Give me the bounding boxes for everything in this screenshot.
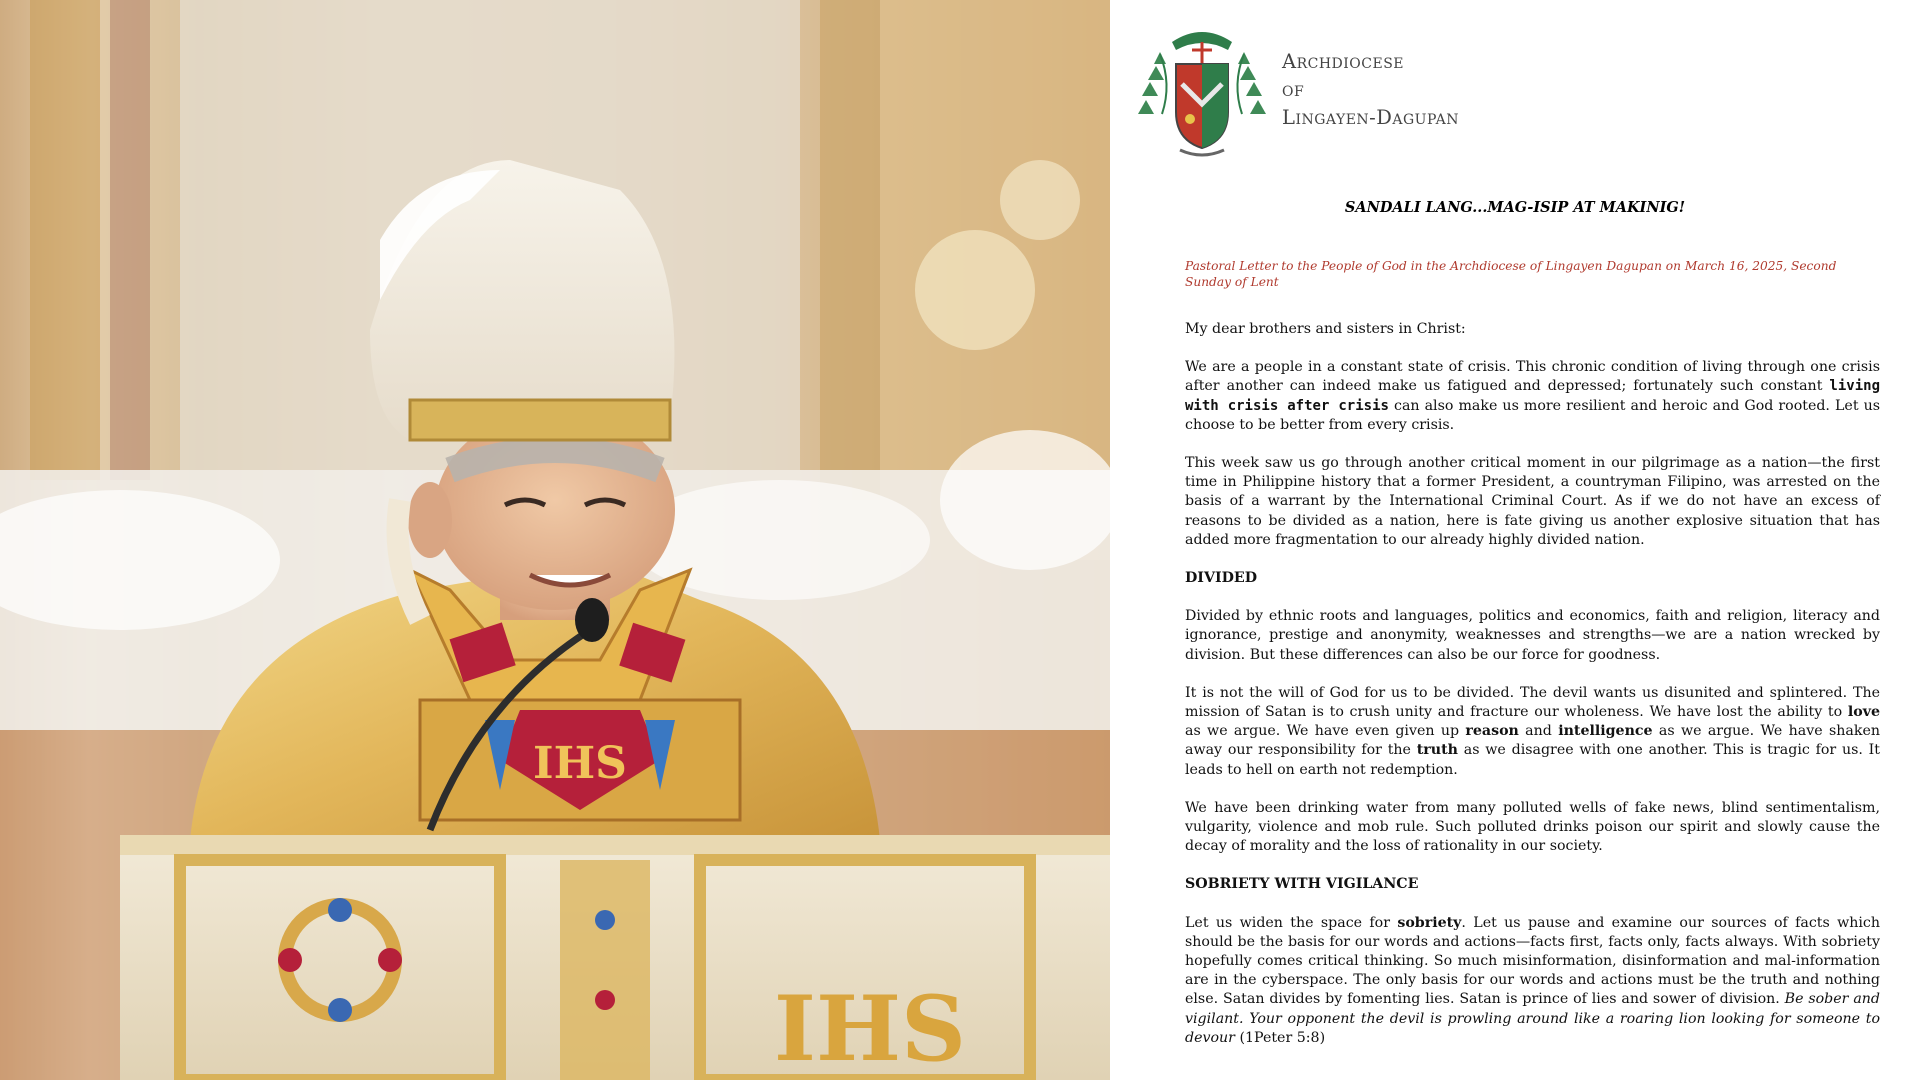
- scripture-reference: (1Peter 5:8): [1234, 1029, 1326, 1046]
- paragraph-6-text-a: Let us widen the space for: [1185, 914, 1398, 931]
- svg-text:IHS: IHS: [773, 976, 967, 1080]
- emphasis-love: love: [1847, 704, 1880, 721]
- paragraph-4-text-i: as we disagree with one another. This is tragic for us. It leads to hell on earth not redemption.: [1185, 742, 1880, 778]
- emphasis-reason: reason: [1465, 723, 1519, 740]
- archdiocese-name: [1282, 48, 1459, 132]
- paragraph-3: Divided by ethnic roots and languages, politics and economics, faith and religion, literacy and ignorance, prestige and anonymity, weaknesses and strengths—we are a nation wrecked by division. But these differences can also be our force for goodness.: [1185, 608, 1880, 663]
- paragraph-1-text-end: can also make us more resilient and heroic and God rooted. Let us choose to be better from every crisis.: [1185, 397, 1880, 433]
- paragraph-4-text-a: It is not the will of God for us to be divided. The devil wants us disunited and splintered. The mission of Satan is to crush unity and fracture our wholeness. We have lost the ability to: [1185, 684, 1880, 721]
- heading-divided: DIVIDED: [1185, 570, 1258, 587]
- letter-title: SANDALI LANG...MAG-ISIP AT MAKINIG!: [1344, 199, 1686, 216]
- paragraph-2: This week saw us go through another critical moment in our pilgrimage as a nation—the first time in Philippine history that a former President, a countryman Filipino, was arrested on the basis of a warrant by the International Criminal Court. As if we do not have an excess of reasons to be divided as a nation, here is fate giving us another explosive situation that has added more fragmentation to our already highly divided nation.: [1185, 455, 1880, 548]
- emphasis-crisis: living with crisis after crisis: [1185, 378, 1880, 414]
- paragraph-1-text: We are a people in a constant state of crisis. This chronic condition of living through one crisis after another can indeed make us fatigued and depressed; fortunately such constant: [1185, 359, 1880, 395]
- emphasis-intelligence: intelligence: [1558, 723, 1653, 740]
- coat-of-arms-icon: [1132, 24, 1272, 164]
- paragraph-4-text-c: as we argue. We have even given up: [1185, 723, 1466, 740]
- emphasis-truth: truth: [1416, 742, 1458, 759]
- letter-subtitle: Pastoral Letter to the People of God in the Archdiocese of Lingayen Dagupan on March 16, 2025, Second Sunday of Lent: [1185, 259, 1837, 289]
- archdiocese-name-line3: Lingayen-Dagupan: [1282, 106, 1459, 129]
- paragraph-6-text-c: . Let us pause and examine our sources of facts which should be the basis for our words and actions—facts first, facts only, facts always. With sobriety hopefully comes critical thinking. So much misinformation, disinformation and mal-information are in the cyberspace. The only basis for our words and actions must be the truth and nothing else. Satan divides by fomenting lies. Satan is prince of lies and sower of division.: [1185, 914, 1881, 1008]
- pastoral-letter: [1110, 0, 1920, 1080]
- paragraph-5: We have been drinking water from many polluted wells of fake news, blind sentimentalism, vulgarity, violence and mob rule. Such polluted drinks poison our spirit and slowly cause the decay of morality and the loss of rationality in our society.: [1185, 799, 1880, 855]
- paragraph-1: [1185, 358, 1880, 435]
- paragraph-4-text-e: and: [1518, 723, 1559, 740]
- paragraph-6: [1185, 914, 1880, 1048]
- archdiocese-name-line2: of: [1282, 78, 1305, 101]
- archdiocese-name-line1: Archdiocese: [1282, 50, 1405, 73]
- salutation: My dear brothers and sisters in Christ:: [1185, 321, 1466, 337]
- svg-text:IHS: IHS: [533, 738, 627, 789]
- emphasis-sobriety: sobriety: [1397, 914, 1462, 931]
- paragraph-4-text-g: as we argue. We have shaken away our responsibility for the: [1185, 723, 1880, 759]
- letter-body: [1185, 320, 1880, 1067]
- heading-sobriety: SOBRIETY WITH VIGILANCE: [1185, 876, 1419, 893]
- scripture-quote: Be sober and vigilant. Your opponent the devil is prowling around like a roaring lion looking for someone to devour: [1185, 991, 1880, 1046]
- paragraph-4: [1185, 684, 1880, 780]
